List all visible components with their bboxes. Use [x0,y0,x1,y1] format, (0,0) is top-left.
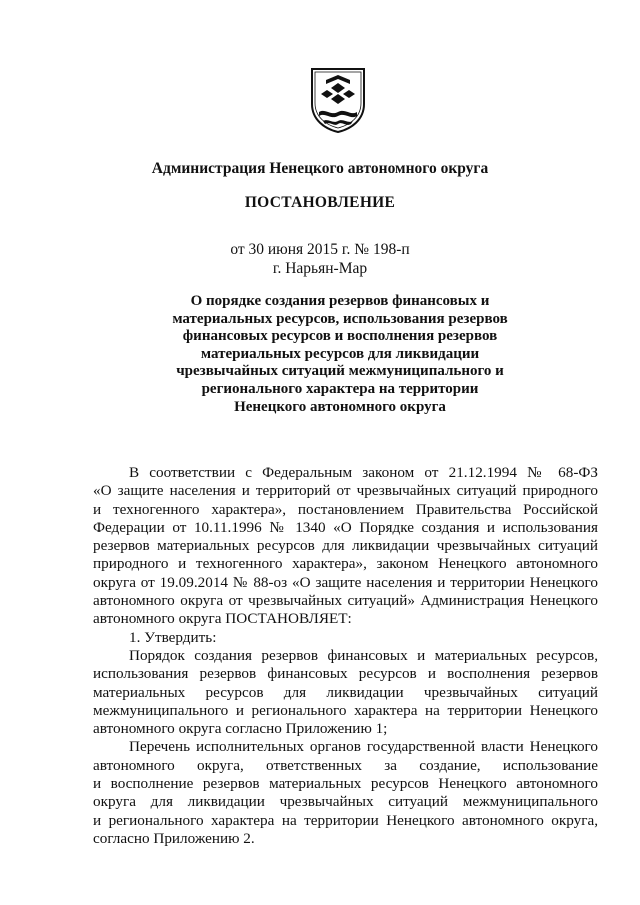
title-line: материальных ресурсов для ликвидации [200,345,480,362]
text-line: Федерации от 10.11.1996 № 1340 «О Порядке создания и использования [93,518,598,536]
title-line: финансовых ресурсов и восполнения резервов [182,328,498,345]
organization-name: Администрация Ненецкого автономного округа [151,160,489,177]
paragraph-preamble [93,464,598,629]
text-line: автономного округа от чрезвычайных ситуаций» Администрация Ненецкого [93,592,598,610]
date-number: от 30 июня 2015 г. № 198-п [230,241,410,258]
title-line: О порядке создания резервов финансовых и [190,293,490,309]
place: г. Нарьян-Мар [272,260,368,277]
text-line: Порядок создания резервов финансовых и материальных ресурсов, [129,646,598,664]
text-line: автономного округа согласно Приложению 1; [93,720,388,738]
text-line: округа от 19.09.2014 № 88-оз «О защите населения и территории Ненецкого [93,573,598,591]
text-line: резервов материальных ресурсов для ликвидации чрезвычайных ситуаций [93,537,598,555]
text-line: межмуниципального и регионального характера на территории Ненецкого [93,701,598,719]
text-line: Перечень исполнительных органов государственной власти Ненецкого [129,738,598,756]
coat-of-arms-icon [309,66,367,134]
title-line: чрезвычайных ситуаций межмуниципального и [176,363,504,380]
document-body [93,464,598,848]
text-line: и регионального характера на территории Ненецкого автономного округа, [93,811,598,829]
document-type: ПОСТАНОВЛЕНИЕ [244,194,396,211]
title-line: регионального характера на территории [201,380,479,397]
text-line: природного и техногенного характера», законом Ненецкого автономного [93,555,598,573]
date-and-place [0,240,640,278]
text-line: использования резервов финансовых ресурсов и восполнения резервов [93,665,598,683]
paragraph-item-procedure [93,647,598,738]
text-line: «О защите населения и территорий от чрезвычайных ситуаций природного [93,482,598,500]
text-line: согласно Приложению 2. [93,829,255,847]
paragraph-item-list [93,738,598,848]
title-line: Ненецкого автономного округа [234,398,446,415]
text-line: и техногенного характера», постановлением Правительства Российской [93,500,598,518]
title-line: материальных ресурсов, использования резервов [172,310,508,327]
text-line: автономного округа, ответственных за создание, использование [93,756,598,774]
text-line: автономного округа ПОСТАНОВЛЯЕТ: [93,610,352,628]
paragraph-approve [93,629,598,647]
text-line: материальных ресурсов для ликвидации чрезвычайных ситуаций [93,683,598,701]
text-line: и восполнение резервов материальных ресурсов Ненецкого автономного [93,775,598,793]
text-line: 1. Утвердить: [129,628,217,646]
text-line: округа для ликвидации чрезвычайных ситуаций межмуниципального [93,793,598,811]
text-line: В соответствии с Федеральным законом от 21.12.1994 № 68-ФЗ [129,464,598,481]
document-title [150,293,530,416]
